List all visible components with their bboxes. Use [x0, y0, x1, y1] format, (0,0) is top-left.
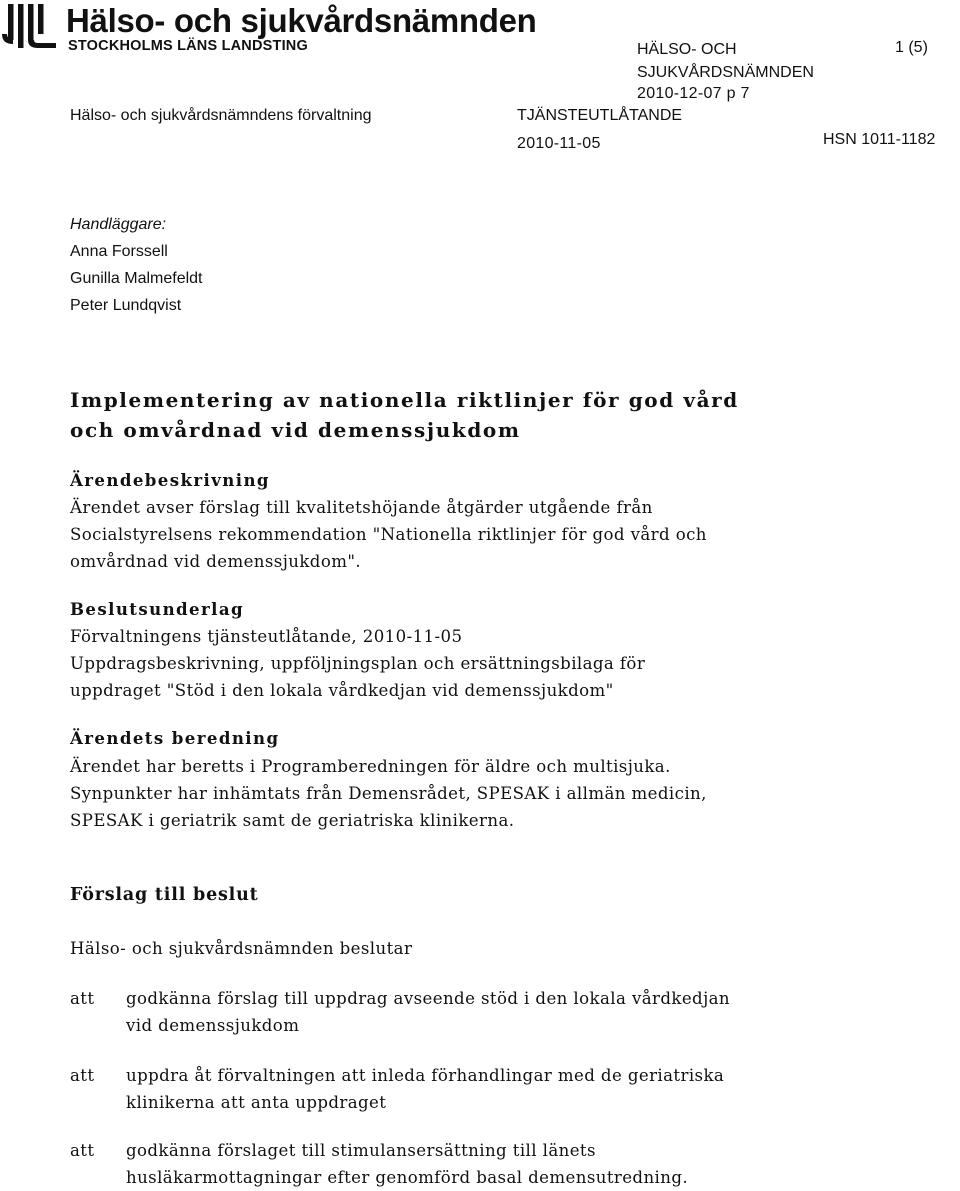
section-body-beslutsunderlag: [70, 623, 645, 704]
section-heading-arendets-beredning: Ärendets beredning: [70, 728, 280, 748]
handler-name: Anna Forssell: [70, 243, 168, 260]
header-page-number: 1 (5): [895, 39, 928, 56]
header-document-number: HSN 1011-1182: [823, 131, 936, 148]
header-organization: Hälso- och sjukvårdsnämndens förvaltning: [70, 107, 372, 124]
handler-name: Peter Lundqvist: [70, 297, 182, 314]
decision-text-line: klinikerna att anta uppdraget: [126, 1093, 387, 1112]
header-document-date: 2010-11-05: [517, 135, 601, 152]
paragraph-line: SPESAK i geriatrik samt de geriatriska klinikerna.: [70, 811, 515, 830]
decision-text-line: uppdra åt förvaltningen att inleda förhandlingar med de geriatriska: [126, 1066, 725, 1085]
decision-text-line: godkänna förslaget till stimulansersättning till länets: [126, 1141, 596, 1160]
decision-text-line: godkänna förslag till uppdrag avseende stöd i den lokala vårdkedjan: [126, 989, 730, 1008]
header-meeting-reference: 2010-12-07 p 7: [637, 85, 750, 102]
paragraph-line: Förvaltningens tjänsteutlåtande, 2010-11-05: [70, 627, 463, 646]
paragraph-line: uppdraget "Stöd i den lokala vårdkedjan vid demenssjukdom": [70, 681, 614, 700]
section-body-arendebeskrivning: [70, 494, 707, 575]
paragraph-line: Ärendet har beretts i Programberedningen för äldre och multisjuka.: [70, 757, 671, 776]
paragraph-line: Synpunkter har inhämtats från Demensrådet, SPESAK i allmän medicin,: [70, 784, 707, 803]
header-board-line-1: HÄLSO- OCH: [637, 41, 737, 58]
decision-att-label: att: [70, 1066, 95, 1085]
section-heading-beslutsunderlag: Beslutsunderlag: [70, 599, 244, 619]
paragraph-line: Uppdragsbeskrivning, uppföljningsplan och ersättningsbilaga för: [70, 654, 646, 673]
paragraph-line: omvårdnad vid demenssjukdom".: [70, 552, 362, 571]
sll-logo-mark-icon: [0, 2, 58, 50]
document-title-line: Implementering av nationella riktlinjer för god vård: [70, 388, 739, 412]
decision-text: [126, 985, 730, 1039]
header-document-type: TJÄNSTEUTLÅTANDE: [517, 107, 683, 124]
proposal-heading: Förslag till beslut: [70, 885, 259, 905]
handlers-block: [70, 211, 203, 319]
handlers-label: Handläggare:: [70, 216, 167, 233]
decision-att-label: att: [70, 989, 95, 1008]
decision-text-line: husläkarmottagningar efter genomförd basal demensutredning.: [126, 1168, 689, 1187]
decision-text: [126, 1137, 688, 1191]
handler-name: Gunilla Malmefeldt: [70, 270, 203, 287]
decision-att-label: att: [70, 1141, 95, 1160]
header-board-line-2: SJUKVÅRDSNÄMNDEN: [637, 64, 814, 81]
section-body-arendets-beredning: [70, 753, 707, 834]
paragraph-line: Socialstyrelsens rekommendation "Nationella riktlinjer för god vård och: [70, 525, 707, 544]
section-heading-arendebeskrivning: Ärendebeskrivning: [70, 470, 270, 490]
proposal-intro: Hälso- och sjukvårdsnämnden beslutar: [70, 939, 413, 958]
decision-text: [126, 1062, 724, 1116]
logo-title: Hälso- och sjukvårdsnämnden: [66, 2, 537, 39]
document-title: [70, 385, 739, 445]
paragraph-line: Ärendet avser förslag till kvalitetshöjande åtgärder utgående från: [70, 498, 653, 517]
document-title-line: och omvårdnad vid demenssjukdom: [70, 418, 521, 442]
decision-text-line: vid demenssjukdom: [126, 1016, 300, 1035]
logo-subtitle: STOCKHOLMS LÄNS LANDSTING: [68, 38, 308, 54]
